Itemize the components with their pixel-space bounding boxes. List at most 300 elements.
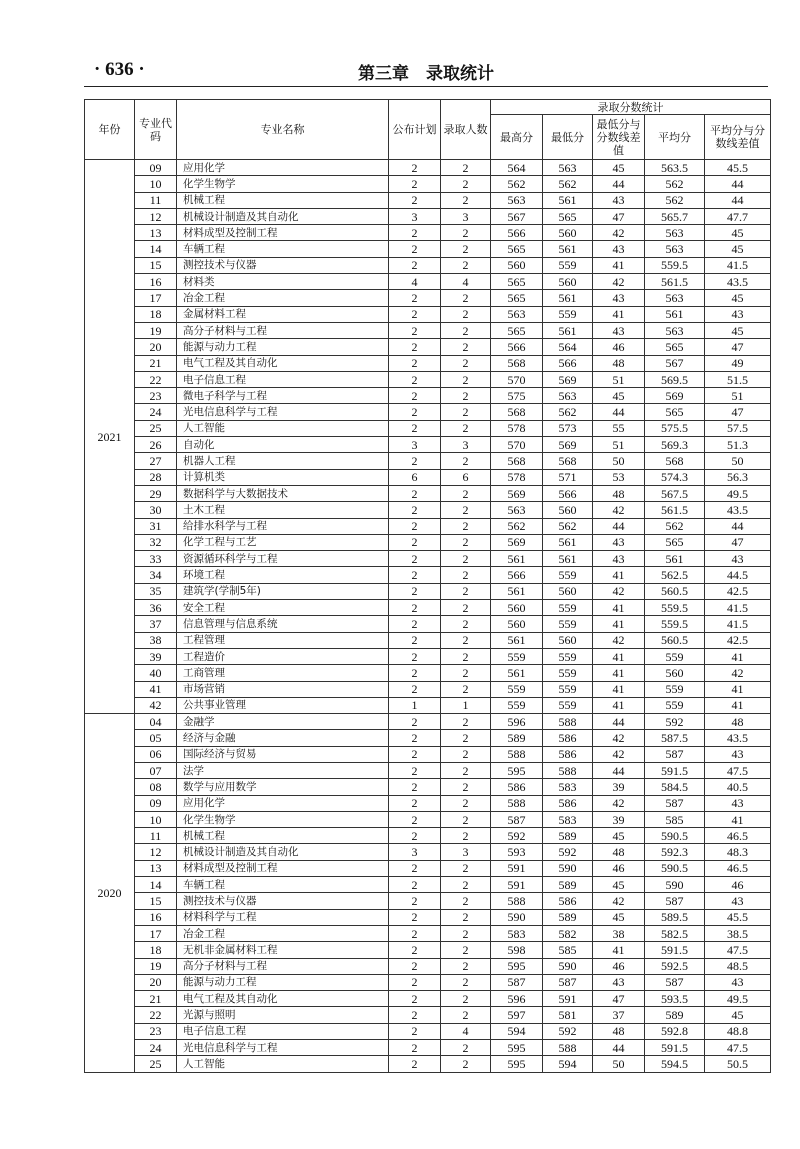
max-cell: 569: [491, 485, 543, 501]
min-cell: 569: [543, 437, 593, 453]
min-diff-cell: 44: [593, 762, 645, 778]
admitted-cell: 2: [441, 453, 491, 469]
avg-cell: 591.5: [645, 1040, 705, 1056]
avg-diff-cell: 42: [705, 665, 771, 681]
avg-cell: 565: [645, 404, 705, 420]
min-cell: 560: [543, 502, 593, 518]
avg-diff-cell: 47.5: [705, 942, 771, 958]
max-cell: 595: [491, 762, 543, 778]
name-cell: 微电子科学与工程: [177, 388, 389, 404]
max-cell: 590: [491, 909, 543, 925]
code-cell: 14: [135, 241, 177, 257]
table-row: [85, 567, 771, 583]
min-diff-cell: 41: [593, 697, 645, 713]
min-cell: 588: [543, 762, 593, 778]
plan-cell: 2: [389, 974, 441, 990]
plan-cell: 2: [389, 355, 441, 371]
avg-cell: 563: [645, 290, 705, 306]
name-cell: 无机非金属材料工程: [177, 942, 389, 958]
name-cell: 机械设计制造及其自动化: [177, 844, 389, 860]
avg-cell: 587: [645, 795, 705, 811]
min-diff-cell: 43: [593, 322, 645, 338]
plan-cell: 2: [389, 616, 441, 632]
avg-diff-cell: 47.5: [705, 762, 771, 778]
max-cell: 561: [491, 551, 543, 567]
code-cell: 10: [135, 811, 177, 827]
table-row: [85, 909, 771, 925]
name-cell: 工程造价: [177, 648, 389, 664]
code-cell: 33: [135, 551, 177, 567]
name-cell: 化学工程与工艺: [177, 534, 389, 550]
name-cell: 国际经济与贸易: [177, 746, 389, 762]
table-row: [85, 600, 771, 616]
max-cell: 596: [491, 991, 543, 1007]
code-cell: 26: [135, 437, 177, 453]
admitted-cell: 2: [441, 1007, 491, 1023]
plan-cell: 2: [389, 1023, 441, 1039]
admitted-cell: 2: [441, 322, 491, 338]
plan-cell: 2: [389, 632, 441, 648]
min-cell: 559: [543, 567, 593, 583]
min-diff-cell: 44: [593, 518, 645, 534]
avg-diff-cell: 42.5: [705, 632, 771, 648]
table-row: [85, 290, 771, 306]
min-cell: 559: [543, 600, 593, 616]
avg-cell: 591.5: [645, 762, 705, 778]
max-cell: 598: [491, 942, 543, 958]
min-cell: 563: [543, 160, 593, 176]
min-cell: 561: [543, 322, 593, 338]
admitted-cell: 2: [441, 746, 491, 762]
plan-cell: 2: [389, 1007, 441, 1023]
min-diff-cell: 46: [593, 860, 645, 876]
avg-diff-cell: 48.8: [705, 1023, 771, 1039]
col-avg-diff: 平均分与分数线差值: [705, 115, 771, 160]
avg-cell: 591.5: [645, 942, 705, 958]
name-cell: 工商管理: [177, 665, 389, 681]
max-cell: 588: [491, 893, 543, 909]
name-cell: 电气工程及其自动化: [177, 991, 389, 1007]
name-cell: 数学与应用数学: [177, 779, 389, 795]
admitted-cell: 2: [441, 160, 491, 176]
avg-cell: 585: [645, 811, 705, 827]
plan-cell: 2: [389, 306, 441, 322]
min-cell: 559: [543, 648, 593, 664]
min-diff-cell: 41: [593, 648, 645, 664]
min-diff-cell: 47: [593, 208, 645, 224]
name-cell: 人工智能: [177, 1056, 389, 1072]
min-diff-cell: 48: [593, 355, 645, 371]
code-cell: 31: [135, 518, 177, 534]
code-cell: 24: [135, 1040, 177, 1056]
name-cell: 车辆工程: [177, 241, 389, 257]
avg-diff-cell: 45: [705, 225, 771, 241]
name-cell: 冶金工程: [177, 290, 389, 306]
admitted-cell: 2: [441, 681, 491, 697]
avg-diff-cell: 50.5: [705, 1056, 771, 1072]
year-cell: 2021: [85, 160, 135, 714]
table-row: [85, 1040, 771, 1056]
name-cell: 材料科学与工程: [177, 909, 389, 925]
table-row: [85, 893, 771, 909]
max-cell: 559: [491, 697, 543, 713]
avg-cell: 587: [645, 893, 705, 909]
avg-cell: 559.5: [645, 616, 705, 632]
min-cell: 571: [543, 469, 593, 485]
code-cell: 17: [135, 290, 177, 306]
min-diff-cell: 43: [593, 241, 645, 257]
avg-cell: 574.3: [645, 469, 705, 485]
avg-diff-cell: 45.5: [705, 909, 771, 925]
avg-diff-cell: 41.5: [705, 600, 771, 616]
max-cell: 596: [491, 714, 543, 730]
admitted-cell: 3: [441, 208, 491, 224]
code-cell: 36: [135, 600, 177, 616]
max-cell: 578: [491, 420, 543, 436]
code-cell: 24: [135, 404, 177, 420]
code-cell: 38: [135, 632, 177, 648]
min-cell: 594: [543, 1056, 593, 1072]
code-cell: 15: [135, 893, 177, 909]
max-cell: 566: [491, 225, 543, 241]
plan-cell: 2: [389, 991, 441, 1007]
avg-diff-cell: 44.5: [705, 567, 771, 583]
table-row: [85, 551, 771, 567]
code-cell: 16: [135, 909, 177, 925]
name-cell: 机械设计制造及其自动化: [177, 208, 389, 224]
plan-cell: 2: [389, 176, 441, 192]
page-header: [84, 52, 768, 82]
avg-diff-cell: 44: [705, 176, 771, 192]
name-cell: 材料成型及控制工程: [177, 860, 389, 876]
admitted-cell: 2: [441, 974, 491, 990]
min-diff-cell: 46: [593, 958, 645, 974]
admitted-cell: 2: [441, 176, 491, 192]
avg-diff-cell: 51.5: [705, 371, 771, 387]
avg-diff-cell: 43: [705, 795, 771, 811]
avg-cell: 560.5: [645, 583, 705, 599]
min-diff-cell: 43: [593, 534, 645, 550]
table-row: [85, 811, 771, 827]
name-cell: 应用化学: [177, 160, 389, 176]
name-cell: 自动化: [177, 437, 389, 453]
avg-diff-cell: 46.5: [705, 828, 771, 844]
admitted-cell: 2: [441, 942, 491, 958]
table-row: [85, 534, 771, 550]
avg-diff-cell: 41: [705, 811, 771, 827]
plan-cell: 2: [389, 730, 441, 746]
avg-cell: 589: [645, 1007, 705, 1023]
name-cell: 机械工程: [177, 192, 389, 208]
min-diff-cell: 45: [593, 828, 645, 844]
avg-cell: 590.5: [645, 860, 705, 876]
name-cell: 资源循环科学与工程: [177, 551, 389, 567]
max-cell: 559: [491, 648, 543, 664]
avg-diff-cell: 43.5: [705, 730, 771, 746]
min-cell: 560: [543, 274, 593, 290]
max-cell: 566: [491, 339, 543, 355]
name-cell: 冶金工程: [177, 925, 389, 941]
code-cell: 18: [135, 306, 177, 322]
admitted-cell: 2: [441, 420, 491, 436]
plan-cell: 3: [389, 844, 441, 860]
avg-diff-cell: 47.5: [705, 1040, 771, 1056]
table-row: [85, 192, 771, 208]
code-cell: 09: [135, 160, 177, 176]
avg-diff-cell: 41.5: [705, 257, 771, 273]
avg-cell: 559.5: [645, 600, 705, 616]
avg-diff-cell: 48: [705, 714, 771, 730]
plan-cell: 2: [389, 762, 441, 778]
plan-cell: 2: [389, 192, 441, 208]
name-cell: 安全工程: [177, 600, 389, 616]
plan-cell: 3: [389, 437, 441, 453]
admitted-cell: 2: [441, 355, 491, 371]
plan-cell: 2: [389, 828, 441, 844]
max-cell: 570: [491, 371, 543, 387]
plan-cell: 1: [389, 697, 441, 713]
admitted-cell: 2: [441, 225, 491, 241]
min-cell: 561: [543, 192, 593, 208]
max-cell: 568: [491, 453, 543, 469]
admitted-cell: 2: [441, 925, 491, 941]
plan-cell: 2: [389, 502, 441, 518]
min-diff-cell: 44: [593, 714, 645, 730]
avg-diff-cell: 40.5: [705, 779, 771, 795]
code-cell: 20: [135, 339, 177, 355]
plan-cell: 2: [389, 225, 441, 241]
avg-diff-cell: 43: [705, 746, 771, 762]
min-diff-cell: 48: [593, 1023, 645, 1039]
table-row: [85, 974, 771, 990]
min-cell: 561: [543, 534, 593, 550]
name-cell: 人工智能: [177, 420, 389, 436]
min-cell: 586: [543, 795, 593, 811]
name-cell: 车辆工程: [177, 877, 389, 893]
avg-diff-cell: 49: [705, 355, 771, 371]
max-cell: 565: [491, 290, 543, 306]
plan-cell: 2: [389, 1040, 441, 1056]
admitted-cell: 2: [441, 991, 491, 1007]
table-row: [85, 583, 771, 599]
min-cell: 591: [543, 991, 593, 1007]
admitted-cell: 2: [441, 762, 491, 778]
max-cell: 591: [491, 877, 543, 893]
avg-cell: 569.3: [645, 437, 705, 453]
min-cell: 588: [543, 714, 593, 730]
admitted-cell: 2: [441, 388, 491, 404]
table-row: [85, 877, 771, 893]
admitted-cell: 2: [441, 665, 491, 681]
name-cell: 化学生物学: [177, 176, 389, 192]
col-code: 专业代码: [135, 100, 177, 160]
min-cell: 583: [543, 811, 593, 827]
min-cell: 586: [543, 893, 593, 909]
name-cell: 材料成型及控制工程: [177, 225, 389, 241]
min-cell: 590: [543, 958, 593, 974]
avg-cell: 569.5: [645, 371, 705, 387]
name-cell: 法学: [177, 762, 389, 778]
min-diff-cell: 42: [593, 583, 645, 599]
min-diff-cell: 41: [593, 257, 645, 273]
avg-cell: 594.5: [645, 1056, 705, 1072]
plan-cell: 2: [389, 567, 441, 583]
table-row: [85, 518, 771, 534]
avg-cell: 592.8: [645, 1023, 705, 1039]
min-cell: 561: [543, 551, 593, 567]
header-rule: [84, 86, 768, 87]
min-cell: 582: [543, 925, 593, 941]
code-cell: 06: [135, 746, 177, 762]
chapter-title: 第三章 录取统计: [358, 64, 494, 84]
min-cell: 569: [543, 371, 593, 387]
admitted-cell: 2: [441, 241, 491, 257]
col-score-stats: 录取分数统计: [491, 100, 771, 115]
min-diff-cell: 42: [593, 632, 645, 648]
min-diff-cell: 53: [593, 469, 645, 485]
admitted-cell: 2: [441, 485, 491, 501]
code-cell: 13: [135, 225, 177, 241]
min-diff-cell: 47: [593, 991, 645, 1007]
max-cell: 559: [491, 681, 543, 697]
table-row: [85, 208, 771, 224]
max-cell: 563: [491, 502, 543, 518]
min-cell: 562: [543, 176, 593, 192]
max-cell: 569: [491, 534, 543, 550]
plan-cell: 2: [389, 811, 441, 827]
admitted-cell: 2: [441, 583, 491, 599]
name-cell: 金属材料工程: [177, 306, 389, 322]
min-cell: 581: [543, 1007, 593, 1023]
avg-diff-cell: 49.5: [705, 485, 771, 501]
code-cell: 42: [135, 697, 177, 713]
table-row: [85, 632, 771, 648]
max-cell: 570: [491, 437, 543, 453]
min-diff-cell: 41: [593, 600, 645, 616]
name-cell: 光电信息科学与工程: [177, 1040, 389, 1056]
plan-cell: 2: [389, 453, 441, 469]
admitted-cell: 2: [441, 811, 491, 827]
avg-diff-cell: 43.5: [705, 274, 771, 290]
max-cell: 560: [491, 600, 543, 616]
table-row: [85, 1023, 771, 1039]
max-cell: 561: [491, 665, 543, 681]
admitted-cell: 1: [441, 697, 491, 713]
code-cell: 39: [135, 648, 177, 664]
code-cell: 16: [135, 274, 177, 290]
avg-cell: 559: [645, 681, 705, 697]
max-cell: 589: [491, 730, 543, 746]
min-cell: 586: [543, 746, 593, 762]
avg-diff-cell: 41: [705, 697, 771, 713]
min-cell: 565: [543, 208, 593, 224]
min-diff-cell: 44: [593, 176, 645, 192]
plan-cell: 2: [389, 534, 441, 550]
avg-diff-cell: 38.5: [705, 925, 771, 941]
avg-diff-cell: 57.5: [705, 420, 771, 436]
min-cell: 585: [543, 942, 593, 958]
table-row: [85, 616, 771, 632]
avg-cell: 568: [645, 453, 705, 469]
name-cell: 应用化学: [177, 795, 389, 811]
min-diff-cell: 44: [593, 404, 645, 420]
name-cell: 给排水科学与工程: [177, 518, 389, 534]
name-cell: 数据科学与大数据技术: [177, 485, 389, 501]
page-number: · 636 ·: [94, 59, 145, 80]
max-cell: 565: [491, 274, 543, 290]
min-cell: 559: [543, 681, 593, 697]
code-cell: 10: [135, 176, 177, 192]
avg-cell: 565: [645, 339, 705, 355]
code-cell: 22: [135, 1007, 177, 1023]
min-cell: 592: [543, 1023, 593, 1039]
avg-cell: 592.5: [645, 958, 705, 974]
table-row: [85, 958, 771, 974]
admitted-cell: 6: [441, 469, 491, 485]
plan-cell: 2: [389, 925, 441, 941]
avg-diff-cell: 45: [705, 241, 771, 257]
plan-cell: 2: [389, 893, 441, 909]
plan-cell: 2: [389, 1056, 441, 1072]
table-row: [85, 502, 771, 518]
table-row: [85, 746, 771, 762]
min-diff-cell: 41: [593, 567, 645, 583]
max-cell: 560: [491, 257, 543, 273]
avg-diff-cell: 43: [705, 974, 771, 990]
admitted-cell: 2: [441, 860, 491, 876]
plan-cell: 2: [389, 600, 441, 616]
min-diff-cell: 55: [593, 420, 645, 436]
avg-cell: 559.5: [645, 257, 705, 273]
avg-cell: 561: [645, 551, 705, 567]
min-diff-cell: 42: [593, 746, 645, 762]
table-row: [85, 860, 771, 876]
min-cell: 589: [543, 909, 593, 925]
max-cell: 594: [491, 1023, 543, 1039]
plan-cell: 2: [389, 322, 441, 338]
plan-cell: 2: [389, 290, 441, 306]
plan-cell: 6: [389, 469, 441, 485]
table-row: [85, 453, 771, 469]
min-diff-cell: 45: [593, 877, 645, 893]
min-cell: 563: [543, 388, 593, 404]
avg-cell: 562: [645, 176, 705, 192]
admitted-cell: 4: [441, 1023, 491, 1039]
avg-cell: 560.5: [645, 632, 705, 648]
max-cell: 562: [491, 518, 543, 534]
avg-cell: 569: [645, 388, 705, 404]
plan-cell: 2: [389, 257, 441, 273]
min-cell: 587: [543, 974, 593, 990]
avg-diff-cell: 46: [705, 877, 771, 893]
admitted-cell: 2: [441, 909, 491, 925]
min-cell: 561: [543, 290, 593, 306]
avg-diff-cell: 48.5: [705, 958, 771, 974]
name-cell: 能源与动力工程: [177, 339, 389, 355]
plan-cell: 3: [389, 208, 441, 224]
table-row: [85, 404, 771, 420]
table-row: [85, 355, 771, 371]
max-cell: 565: [491, 241, 543, 257]
name-cell: 信息管理与信息系统: [177, 616, 389, 632]
avg-diff-cell: 44: [705, 192, 771, 208]
table-row: [85, 1007, 771, 1023]
min-diff-cell: 42: [593, 274, 645, 290]
table-row: [85, 730, 771, 746]
plan-cell: 2: [389, 860, 441, 876]
table-row: [85, 714, 771, 730]
min-diff-cell: 42: [593, 730, 645, 746]
